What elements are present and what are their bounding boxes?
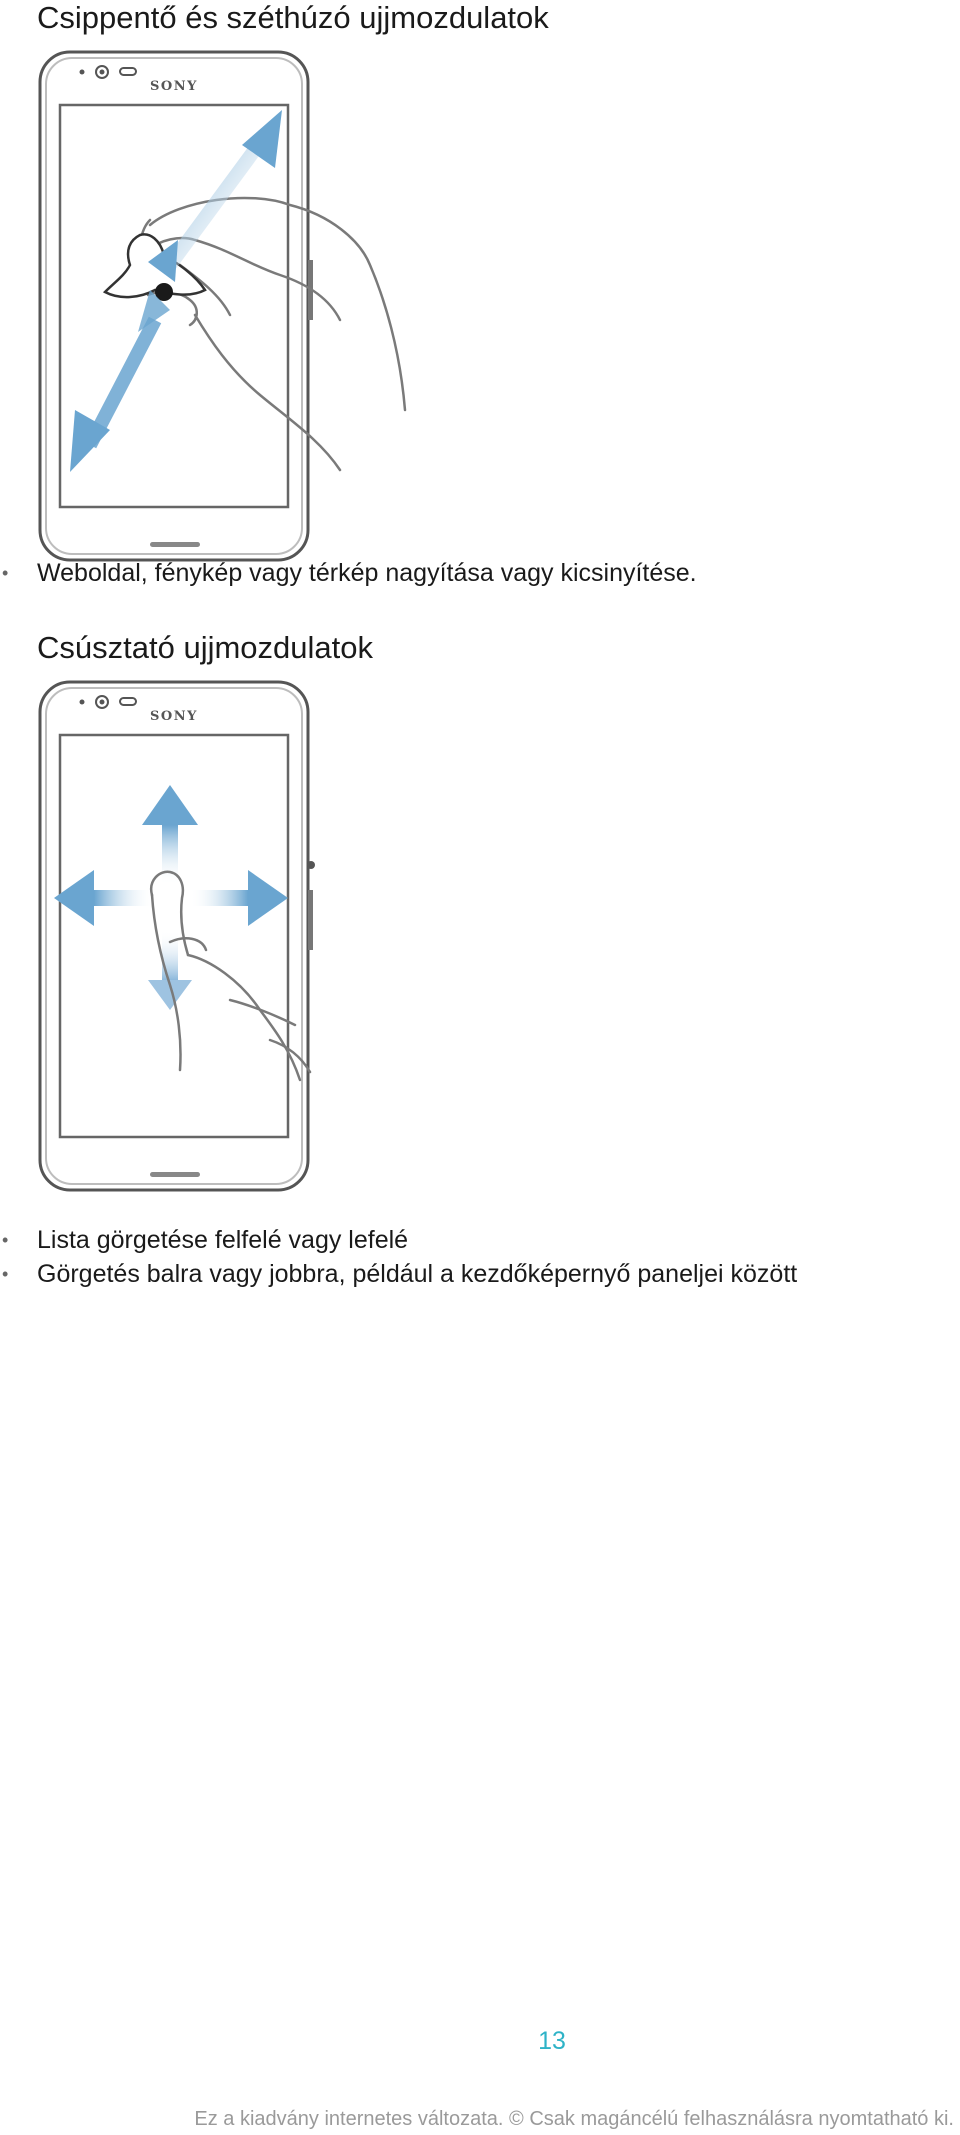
phone-brand-label: SONY <box>150 709 198 724</box>
bullet-text: Weboldal, fénykép vagy térkép nagyítása vagy kicsinyítése. <box>37 559 697 587</box>
footer-note: Ez a kiadvány internetes változata. © Csak magáncélú felhasználásra nyomtatható ki. <box>194 2108 954 2130</box>
page-number: 13 <box>538 2027 566 2055</box>
bullet-text: Lista görgetése felfelé vagy lefelé <box>37 1226 409 1254</box>
pinch-gestures-heading: Csippentő és széthúzó ujjmozdulatok <box>37 0 549 35</box>
bullet-text: Görgetés balra vagy jobbra, például a kezdőképernyő paneljei között <box>37 1260 798 1288</box>
bullet-dot: • <box>2 563 9 583</box>
pinch-gesture-illustration <box>30 50 510 570</box>
bullet-dot: • <box>2 1264 9 1284</box>
phone-brand-label: SONY <box>150 79 198 94</box>
swipe-gestures-heading: Csúsztató ujjmozdulatok <box>37 630 373 665</box>
swipe-gesture-illustration <box>30 680 510 1200</box>
bullet-dot: • <box>2 1230 9 1250</box>
